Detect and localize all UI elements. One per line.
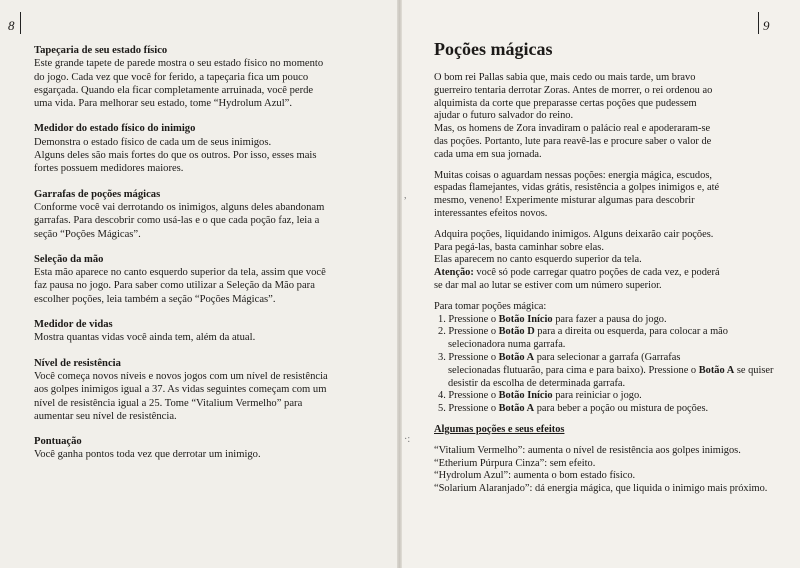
text-line: fortes possuem medidores maiores.	[34, 163, 184, 175]
text-line: interessantes efeitos novos.	[434, 207, 548, 219]
text-line: Alguns deles são mais fortes do que os outros. Por isso, esses mais	[34, 150, 317, 162]
text-line: você só pode carregar quatro poções de cada vez, e poderá	[473, 267, 720, 279]
section-lives-meter	[34, 318, 364, 345]
text-line: Mostra quantas vidas você ainda tem, além da atual.	[34, 332, 256, 344]
section-heading: Nível de resistência	[34, 357, 121, 369]
list-item: 3. Pressione o Botão A para selecionar a garrafa (Garrafas selecionadas flutuarão, para cima e para baixo). Pressione o Botão A se quiser desistir da escolha de determinada garrafa.	[438, 351, 774, 389]
text-line: esgarçada. Quando ela ficar completamente arruinada, você perde	[34, 84, 314, 96]
section-body	[34, 57, 364, 110]
page-rule-left	[20, 12, 21, 34]
section-enemy-meter	[34, 122, 364, 175]
attention-label: Atenção:	[434, 267, 474, 279]
text-line: uma vida. Para melhorar seu estado, tome “Hydrolum Azul”.	[34, 98, 292, 110]
section-body	[34, 331, 364, 344]
section-score	[34, 435, 364, 462]
text-line: seção “Poções Mágicas”.	[34, 228, 141, 240]
list-item: “Hydrolum Azul”: aumenta o bom estado físico.	[434, 470, 636, 482]
book-gutter	[397, 0, 402, 568]
text-line: Este grande tapete de parede mostra o seu estado físico no momento	[34, 58, 324, 70]
text-line: alquimista da corte que preparasse certas poções que pudessem	[434, 97, 697, 109]
effects-list	[434, 445, 774, 496]
text-line: O bom rei Pallas sabia que, mais cedo ou mais tarde, um bravo	[434, 72, 696, 83]
page-number-left: 8	[8, 18, 15, 33]
page-title: Poções mágicas	[434, 39, 553, 59]
section-body	[34, 266, 364, 306]
section-potion-bottles	[34, 188, 364, 241]
text-line: se dar mal ao lutar se estiver com um número superior.	[434, 279, 662, 291]
text-line: Muitas coisas o aguardam nessas poções: energia mágica, escudos,	[434, 169, 712, 181]
text-line: do jogo. Cada vez que você for ferido, a tapeçaria fica um pouco	[34, 71, 309, 83]
section-body	[34, 370, 364, 423]
section-resistance-level	[34, 357, 364, 423]
text-line: Conforme você vai derrotando os inimigos, alguns deles abandonam	[34, 201, 325, 213]
section-heading: Pontuação	[34, 436, 82, 448]
text-line: Você ganha pontos toda vez que derrotar um inimigo.	[34, 449, 261, 461]
effects-heading: Algumas poções e seus efeitos	[434, 423, 565, 435]
text-line: Para pegá-las, basta caminhar sobre elas.	[434, 241, 604, 253]
section-body	[34, 201, 364, 241]
text-line: cada uma em sua jornada.	[434, 148, 542, 160]
section-heading: Medidor de vidas	[34, 319, 113, 331]
steps-intro: Para tomar poções mágica:	[434, 300, 547, 312]
text-line: aos golpes inimigos igual a 37. As vidas seguintes começam com um	[34, 384, 327, 396]
section-tapestry	[34, 44, 364, 110]
page-rule-right	[758, 12, 759, 34]
stray-mark: ·:	[404, 434, 411, 445]
list-item: “Vitalium Vermelho”: aumenta o nível de resistência aos golpes inimigos.	[434, 444, 741, 456]
section-body	[34, 448, 364, 461]
potions-paragraph	[434, 170, 774, 221]
section-heading: Medidor do estado físico do inimigo	[34, 123, 196, 135]
section-heading: Garrafas de poções mágicas	[34, 188, 161, 200]
text-line: Demonstra o estado físico de cada um de seus inimigos.	[34, 136, 272, 148]
left-column	[34, 44, 364, 474]
right-column	[434, 38, 774, 496]
text-line: Esta mão aparece no canto esquerdo superior da tela, assim que você	[34, 267, 326, 279]
text-line: ajudar o futuro salvador do reino.	[434, 110, 574, 122]
text-line: Adquira poções, liquidando inimigos. Alguns deixarão cair poções.	[434, 228, 714, 240]
text-line: guerreiro tentaria derrotar Zoras. Antes de morrer, o rei ordenou ao	[434, 84, 713, 96]
acquire-paragraph	[434, 229, 774, 293]
intro-paragraph	[434, 72, 774, 123]
list-item: 2. Pressione o Botão D para a direita ou esquerda, para colocar a mão selecionadora numa garrafa.	[438, 326, 728, 351]
text-line: escolher poções, leia também a seção “Poções Mágicas”.	[34, 293, 276, 305]
section-heading: Tapeçaria de seu estado físico	[34, 45, 168, 56]
list-item: 4. Pressione o Botão Início para reiniciar o jogo.	[438, 390, 642, 402]
text-line: Mas, os homens de Zora invadiram o palácio real e apoderaram-se	[434, 123, 711, 135]
section-heading: Seleção da mão	[34, 253, 104, 265]
text-line: Elas aparecem no canto esquerdo superior da tela.	[434, 254, 642, 266]
section-hand-selection	[34, 253, 364, 306]
text-line: Você começa novos níveis e novos jogos com um nível de resistência	[34, 370, 328, 382]
page-number-right: 9	[763, 18, 770, 33]
section-body	[34, 136, 364, 176]
list-item: “Etherium Púrpura Cinza”: sem efeito.	[434, 457, 596, 469]
list-item: “Solarium Alaranjado”: dá energia mágica, que liquida o inimigo mais próximo.	[434, 483, 768, 495]
text-line: mesmo, veneno! Experimente misturar algumas para descobrir	[434, 195, 695, 207]
text-line: aumentar seu nível de resistência.	[34, 410, 177, 422]
text-line: faz pausa no jogo. Para saber como utilizar a Seleção da Mão para	[34, 280, 315, 292]
text-line: nível de resistência igual a 25. Tome “Vitalium Vermelho” para	[34, 397, 303, 409]
stray-mark: ,	[404, 190, 407, 201]
text-line: espadas flamejantes, vidas grátis, resistência a golpes inimigos e, até	[434, 182, 720, 194]
list-item: 5. Pressione o Botão A para beber a poção ou mistura de poções.	[438, 403, 709, 415]
steps-list	[434, 314, 774, 416]
text-line: garrafas. Para descobrir como usá-las e o que cada poção faz, leia a	[34, 215, 320, 227]
intro-paragraph	[434, 123, 774, 161]
list-item: 1. Pressione o Botão Início para fazer a pausa do jogo.	[438, 313, 667, 325]
text-line: das poções. Portanto, lute para reavê-las e procure saber o valor de	[434, 135, 712, 147]
